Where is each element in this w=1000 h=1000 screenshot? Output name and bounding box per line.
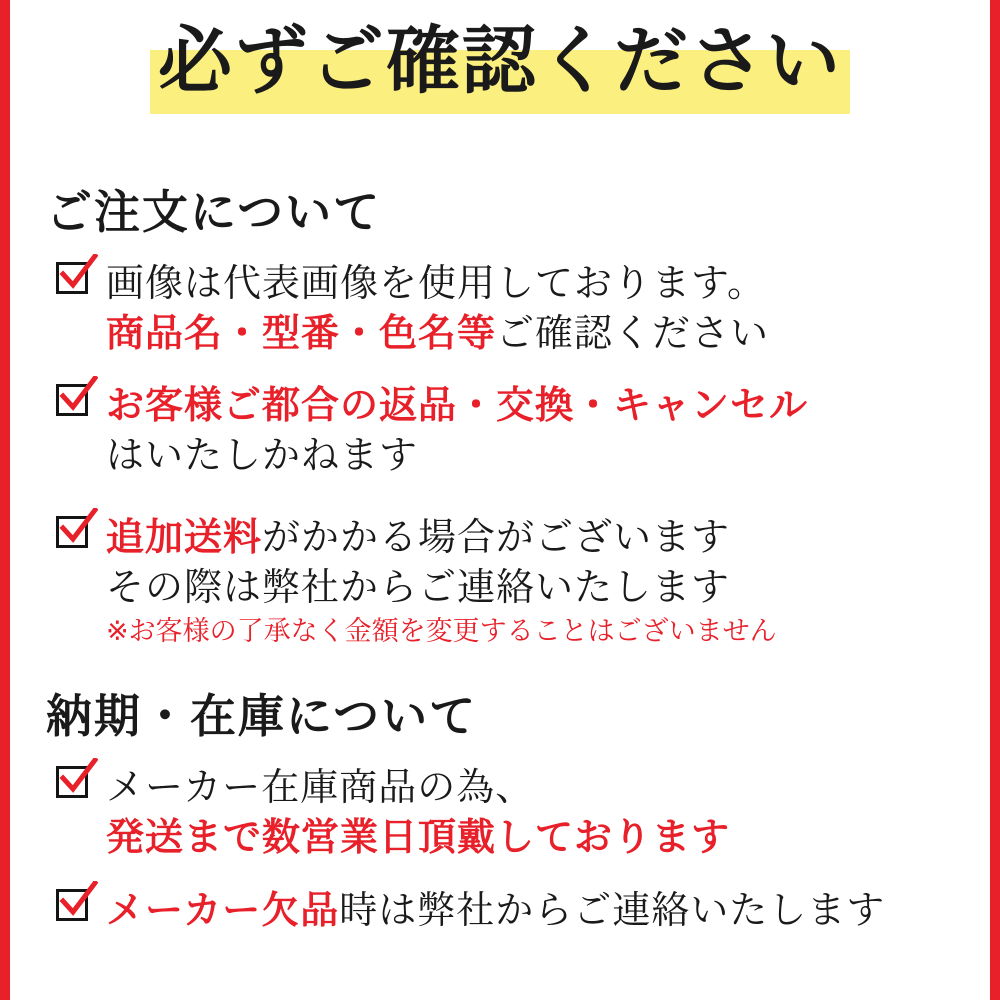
- list-item-lines: [106, 258, 966, 358]
- checkbox-checked-icon: [56, 516, 94, 554]
- list-item: [46, 762, 966, 862]
- list-item-line: はいたしかねます: [106, 433, 419, 477]
- list-item-lines: [106, 512, 966, 652]
- list-item-line: お客様ご都合の返品・交換・キャンセル: [106, 383, 809, 427]
- list-item-note: ※お客様の了承なく金額を変更することはございません: [106, 616, 777, 647]
- list-item-line-red: 追加送料: [106, 515, 263, 559]
- list-item-line-black: ご確認ください: [496, 311, 770, 355]
- list-item-line: [106, 512, 966, 562]
- page-title-wrapper: [10, 18, 990, 104]
- list-item: [46, 885, 966, 935]
- list-item-line-black: がかかる場合がございます: [262, 515, 731, 559]
- checkbox-checked-icon: [56, 262, 94, 300]
- list-item-lines: [106, 885, 966, 935]
- list-item-line: その際は弊社からご連絡いたします: [106, 565, 731, 609]
- list-item-line-black: 時は弊社からご連絡いたします: [339, 888, 886, 932]
- list-item-lines: [106, 380, 966, 480]
- checkbox-checked-icon: [56, 766, 94, 804]
- section-heading-stock: 納期・在庫について: [46, 689, 478, 743]
- list-item: [46, 380, 966, 480]
- list-item-line-red: メーカー欠品: [106, 888, 340, 932]
- list-item-line: [106, 308, 966, 358]
- list-item-line-red: 商品名・型番・色名等: [106, 311, 497, 355]
- list-item-line: [106, 885, 966, 935]
- right-red-border: [990, 0, 1000, 1000]
- list-item: [46, 512, 966, 652]
- checkbox-checked-icon: [56, 889, 94, 927]
- list-item-line: 発送まで数営業日頂戴しております: [106, 815, 731, 859]
- list-item: [46, 258, 966, 358]
- list-item-line: 画像は代表画像を使用しております。: [106, 261, 766, 305]
- list-item-line: メーカー在庫商品の為、: [106, 765, 535, 809]
- checkbox-checked-icon: [56, 384, 94, 422]
- section-heading-order: ご注文について: [46, 185, 382, 239]
- notice-content: [10, 0, 990, 1000]
- list-item-lines: [106, 762, 966, 862]
- left-red-border: [0, 0, 10, 1000]
- page-title: 必ずご確認ください: [158, 18, 842, 104]
